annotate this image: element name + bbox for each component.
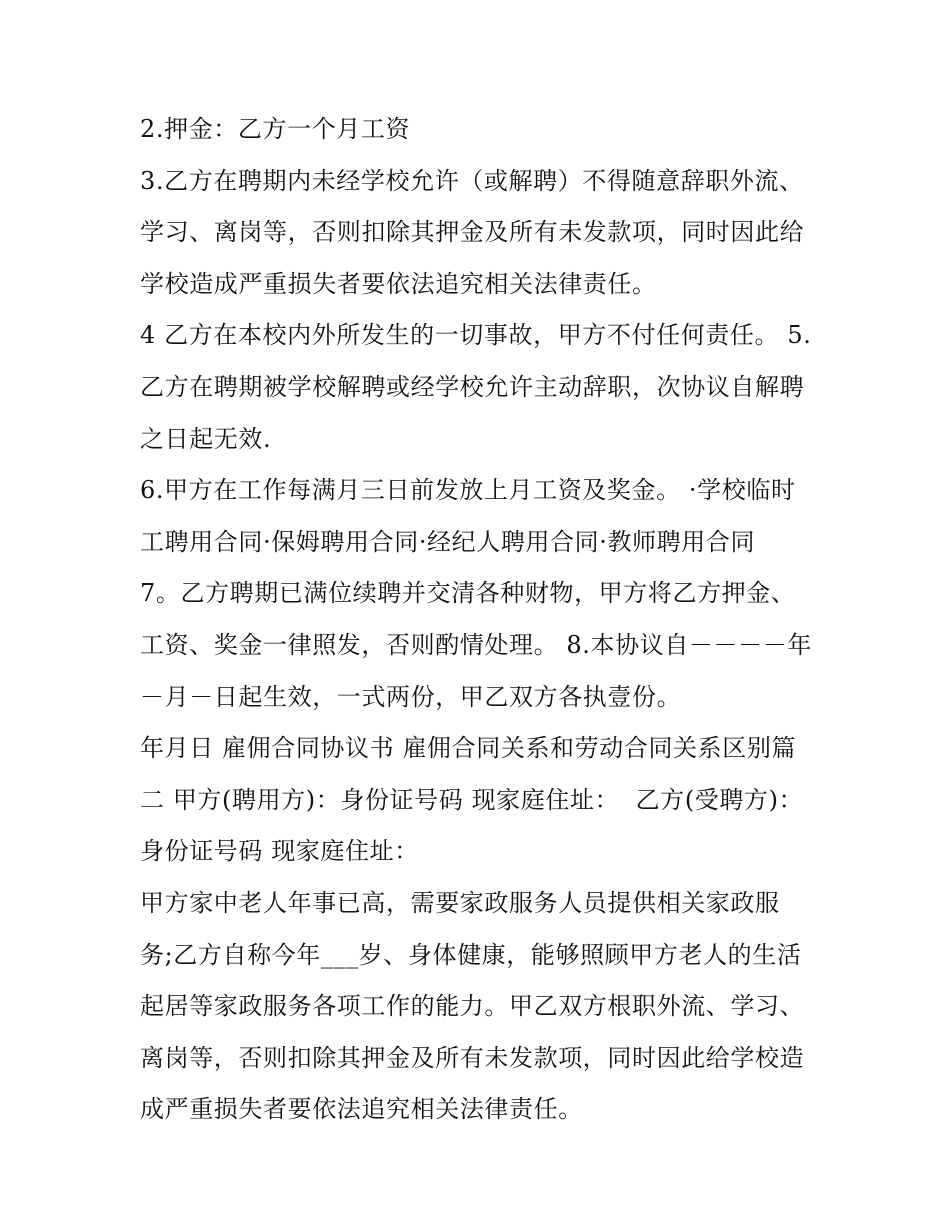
text-line: －月－日起生效，一式两份，甲乙双方各执壹份。 (140, 682, 682, 711)
text-line: 务;乙方自称今年___岁、身体健康，能够照顾甲方老人的生活 (140, 940, 802, 969)
text-line: 学习、离岗等，否则扣除其押金及所有未发款项，同时因此给 (140, 218, 805, 247)
text-line: 之日起无效. (140, 424, 272, 453)
text-line: 起居等家政服务各项工作的能力。甲乙双方根职外流、学习、 (140, 992, 805, 1021)
text-line: 学校造成严重损失者要依法追究相关法律责任。 (140, 269, 657, 298)
document-body (140, 104, 820, 1136)
text-line: 6.甲方在工作每满月三日前发放上月工资及奖金。 ·学校临时 (140, 476, 796, 505)
text-line: 甲方家中老人年事已高，需要家政服务人员提供相关家政服 (140, 888, 780, 917)
text-line: 2.押金：乙方一个月工资 (140, 115, 411, 143)
text-line: 身份证号码 现家庭住址： (140, 837, 419, 866)
text-line: 二 甲方(聘用方)：身份证号码 现家庭住址： 乙方(受聘方)： (140, 785, 804, 814)
text-line: 4 乙方在本校内外所发生的一切事故，甲方不付任何责任。 5. (140, 321, 812, 350)
text-line: 3.乙方在聘期内未经学校允许（或解聘）不得随意辞职外流、 (140, 166, 804, 195)
text-line: 7。乙方聘期已满位续聘并交清各种财物，甲方将乙方押金、 (140, 579, 796, 608)
text-line: 工资、奖金一律照发，否则酌情处理。 8.本协议自－－－－年 (140, 630, 812, 659)
text-line: 成严重损失者要依法追究相关法律责任。 (140, 1095, 583, 1124)
text-line: 工聘用合同·保姆聘用合同·经纪人聘用合同·教师聘用合同 (140, 527, 756, 556)
text-line: 年月日 雇佣合同协议书 雇佣合同关系和劳动合同关系区别篇 (140, 734, 797, 763)
text-line: 乙方在聘期被学校解聘或经学校允许主动辞职，次协议自解聘 (140, 372, 805, 401)
text-line: 离岗等，否则扣除其押金及所有未发款项，同时因此给学校造 (140, 1043, 805, 1072)
